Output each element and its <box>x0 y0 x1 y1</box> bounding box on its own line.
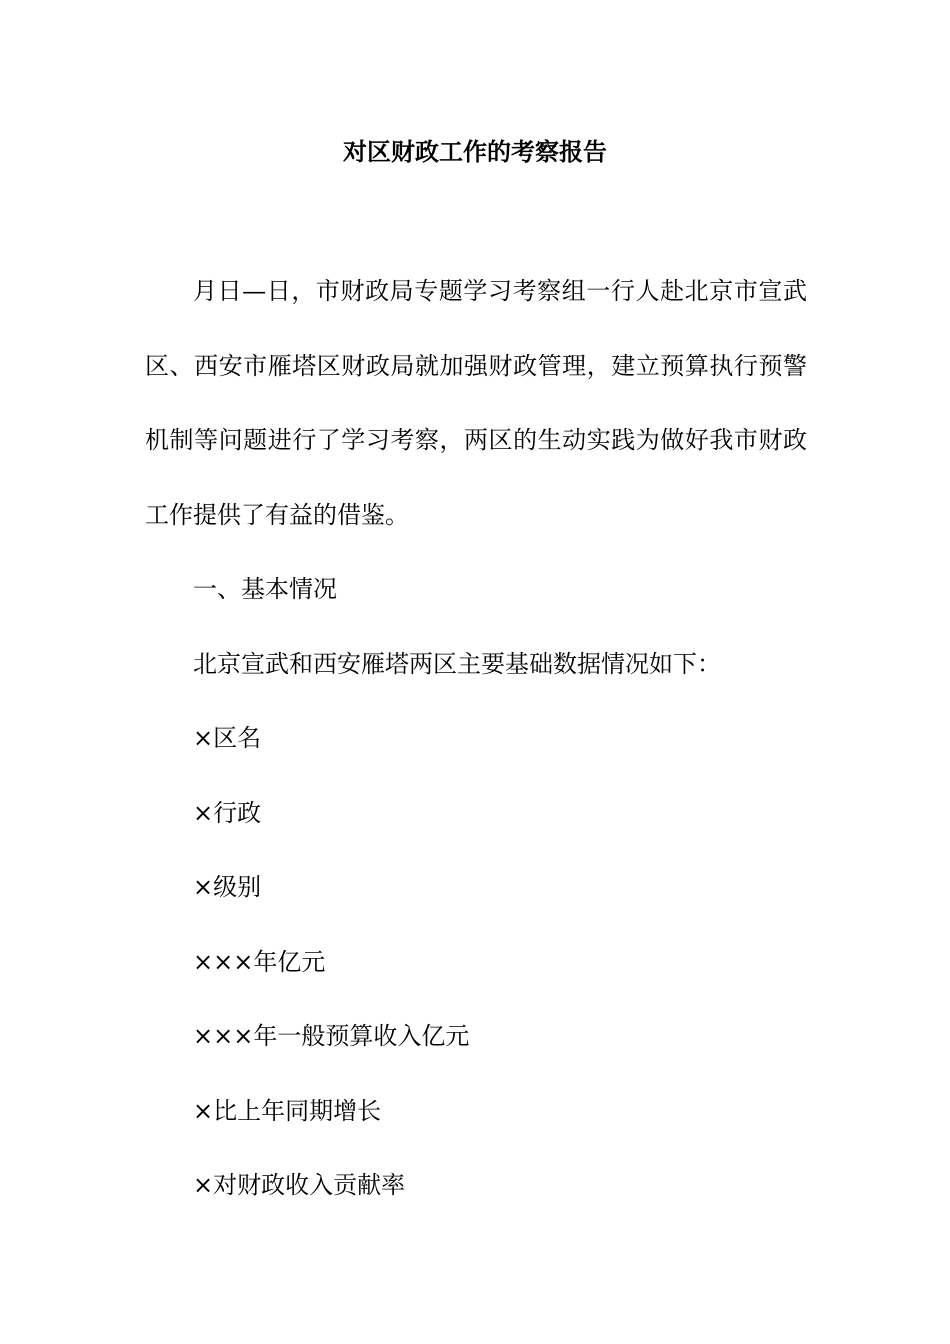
list-item: ×对财政收入贡献率 <box>193 1171 406 1199</box>
list-item: ×××年一般预算收入亿元 <box>193 1022 470 1050</box>
document-body <box>145 254 807 1223</box>
list-item: ×比上年同期增长 <box>193 1096 382 1125</box>
list-item: ×行政 <box>193 798 262 827</box>
list-item: ×级别 <box>193 873 262 901</box>
intro-paragraph: 月日—日，市财政局专题学习考察组一行人赴北京市宣武区、西安市雁塔区财政局就加强财政管理，建立预算执行预警机制等问题进行了学习考察，两区的生动实践为做好我市财政工作提供了有益的借鉴。 <box>145 277 807 529</box>
list-item: ×区名 <box>193 724 262 752</box>
section-heading: 一、基本情况 <box>193 575 337 603</box>
list-item: ×××年亿元 <box>193 947 326 976</box>
document-title: 对区财政工作的考察报告 <box>343 137 607 166</box>
section-lead-paragraph: 北京宣武和西安雁塔两区主要基础数据情况如下： <box>193 649 721 678</box>
